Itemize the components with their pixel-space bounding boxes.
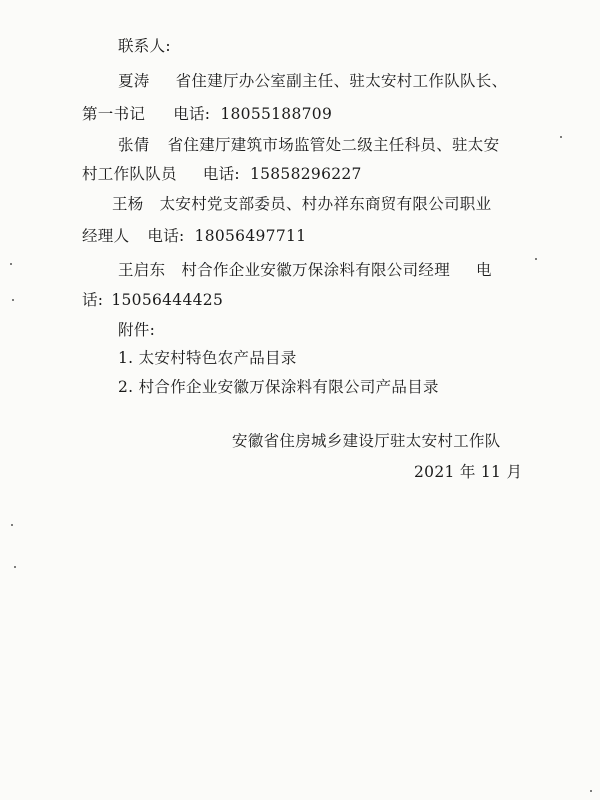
contact-4-line-1	[118, 260, 492, 280]
contact-title: 村合作企业安徽万保涂料有限公司经理	[181, 261, 451, 279]
contact-title: 太安村党支部委员、村办祥东商贸有限公司职业	[159, 195, 492, 213]
contact-name: 王启东	[118, 261, 166, 279]
attachment-item-2: 2. 村合作企业安徽万保涂料有限公司产品目录	[118, 378, 439, 396]
phone-label: 电话:	[173, 105, 211, 123]
contact-name: 张倩	[118, 136, 150, 154]
contact-2-line-2	[82, 164, 362, 184]
contact-3-line-1	[112, 194, 491, 214]
attachments-heading: 附件:	[118, 321, 156, 339]
phone-label-part2: 话:	[82, 291, 104, 309]
contact-1-line-2	[82, 104, 332, 124]
phone-label: 电话:	[147, 227, 185, 245]
contact-title-continued: 第一书记	[82, 105, 146, 123]
scan-speck	[14, 566, 16, 568]
phone-number: 18055188709	[220, 105, 333, 123]
contact-title-continued: 经理人	[82, 227, 130, 245]
contact-title-continued: 村工作队队员	[82, 165, 177, 183]
contact-2-line-1	[118, 135, 499, 155]
phone-number: 15056444425	[111, 291, 224, 309]
contact-title: 省住建厅办公室副主任、驻太安村工作队队长、	[175, 72, 508, 90]
phone-label: 电话:	[202, 165, 240, 183]
contacts-heading: 联系人:	[118, 37, 171, 55]
contact-name: 王杨	[112, 195, 144, 213]
attachment-item-1: 1. 太安村特色农产品目录	[118, 349, 297, 367]
phone-label-part1: 电	[476, 261, 492, 279]
scan-speck	[560, 136, 562, 138]
scan-speck	[11, 524, 13, 526]
contact-4-line-2	[82, 290, 223, 310]
contact-title: 省住建厅建筑市场监管处二级主任科员、驻太安	[167, 136, 500, 154]
scan-speck	[535, 258, 537, 260]
signature-organization: 安徽省住房城乡建设厅驻太安村工作队	[232, 432, 501, 450]
phone-number: 15858296227	[249, 165, 362, 183]
contact-name: 夏涛	[118, 72, 150, 90]
scan-speck	[590, 790, 592, 792]
signature-date: 2021 年 11 月	[414, 463, 523, 481]
contact-1-line-1	[118, 71, 507, 91]
contact-3-line-2	[82, 226, 306, 246]
scan-speck	[10, 263, 12, 265]
scan-speck	[12, 299, 14, 301]
phone-number: 18056497711	[194, 227, 307, 245]
